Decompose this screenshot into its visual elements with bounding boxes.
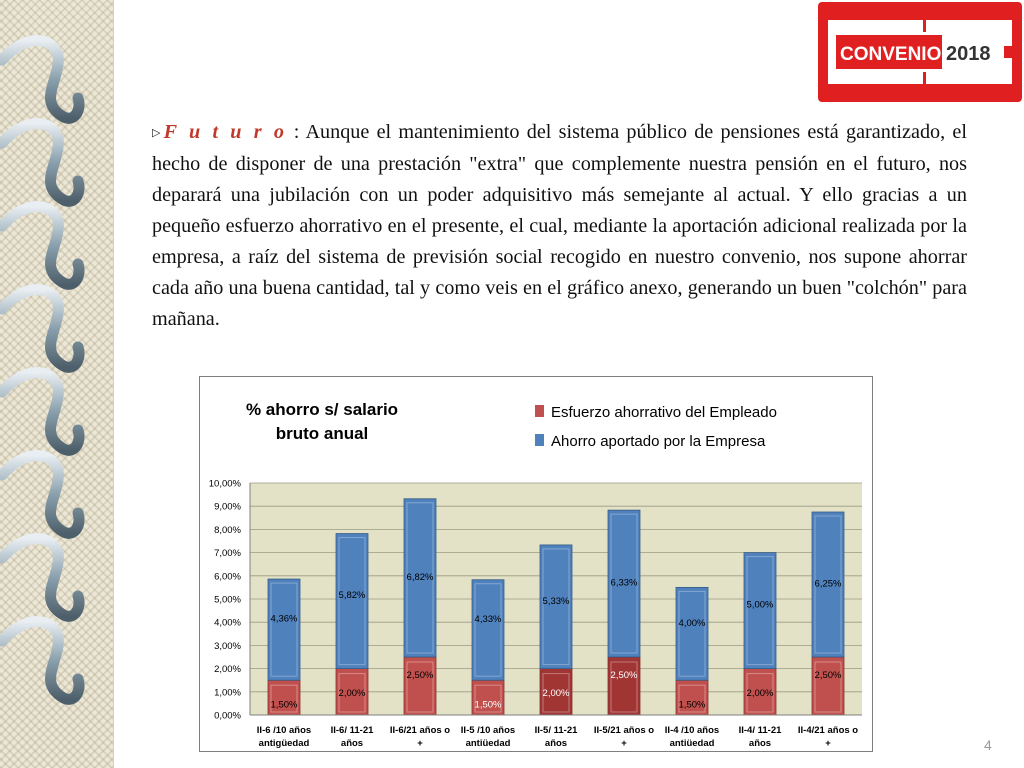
x-tick-label: antiüedad bbox=[465, 738, 511, 749]
lead-word-futuro: F u t u r o bbox=[163, 121, 287, 143]
data-label-employee: 2,00% bbox=[746, 687, 774, 699]
bar-employee bbox=[404, 657, 436, 715]
bar-company bbox=[268, 579, 300, 680]
data-label-company: 6,33% bbox=[610, 577, 638, 589]
chart-title-line-1: % ahorro s/ salario bbox=[245, 400, 399, 419]
x-tick-label: II-5/21 años o bbox=[593, 725, 655, 736]
x-tick-label: II-5/ 11-21 bbox=[534, 725, 578, 736]
x-tick-label: II-4/21 años o bbox=[797, 725, 859, 736]
x-tick-label: II-4/ 11-21 bbox=[738, 725, 782, 736]
x-tick-label: años bbox=[748, 738, 772, 749]
data-label-company: 5,82% bbox=[338, 590, 366, 602]
data-label-company: 4,00% bbox=[678, 617, 706, 629]
bar-company bbox=[676, 587, 708, 680]
data-label-employee: 1,50% bbox=[270, 699, 298, 711]
spiral-coil-4 bbox=[2, 290, 79, 368]
spiral-coil-7 bbox=[2, 539, 79, 617]
legend-label-employee: Esfuerzo ahorrativo del Empleado bbox=[551, 404, 777, 421]
x-tick-label: II-6 /10 años bbox=[256, 725, 312, 736]
x-tick-label: antiüedad bbox=[669, 738, 715, 749]
y-tick-label: 4,00% bbox=[214, 617, 241, 629]
data-label-employee: 2,00% bbox=[338, 687, 366, 699]
x-tick-label: años bbox=[544, 738, 568, 749]
x-tick-label: II-6/ 11-21 bbox=[330, 725, 374, 736]
spiral-coil-5 bbox=[2, 373, 79, 451]
data-label-company: 6,25% bbox=[814, 578, 842, 590]
data-label-employee: 2,50% bbox=[406, 670, 434, 681]
x-tick-label: + bbox=[417, 738, 423, 749]
logo-word: CONVENIO bbox=[840, 44, 942, 65]
bullet-arrow-icon: ▷ bbox=[152, 127, 163, 139]
spiral-binding-icon bbox=[0, 0, 113, 768]
spiral-coil-8 bbox=[2, 622, 79, 700]
x-tick-label: + bbox=[825, 738, 831, 749]
data-label-employee: 1,50% bbox=[474, 699, 502, 711]
spiral-coil-2 bbox=[2, 124, 79, 202]
savings-chart bbox=[199, 376, 873, 752]
data-label-company: 4,33% bbox=[474, 613, 502, 625]
y-tick-label: 0,00% bbox=[214, 710, 241, 722]
legend-swatch-company bbox=[535, 434, 544, 446]
x-tick-label: II-5 /10 años bbox=[460, 725, 516, 736]
y-tick-label: 10,00% bbox=[208, 478, 241, 490]
bar-company bbox=[472, 580, 504, 680]
lead-separator: : bbox=[286, 121, 306, 143]
legend-label-company: Ahorro aportado por la Empresa bbox=[551, 433, 766, 450]
data-label-company: 5,33% bbox=[542, 595, 570, 607]
spiral-coil-6 bbox=[2, 456, 79, 534]
y-tick-label: 5,00% bbox=[214, 594, 241, 606]
y-tick-label: 7,00% bbox=[214, 548, 241, 560]
data-label-employee: 2,50% bbox=[610, 670, 638, 681]
data-label-company: 4,36% bbox=[270, 613, 298, 625]
y-tick-label: 2,00% bbox=[214, 664, 241, 676]
legend-swatch-employee bbox=[535, 405, 544, 417]
page-number: 4 bbox=[984, 737, 992, 753]
paragraph-body: Aunque el mantenimiento del sistema público de pensiones está garantizado, el hecho de disponer de una prestación "extra" que complemente nuestra pensión en el futuro, nos deparará una jubilación con un poder adquisitivo más semejante al actual. Y ello gracias a un pequeño esfuerzo ahorrativo en el presente, el cual, mediante la aportación adicional realizada por la empresa, a raíz del sistema de previsión social recogido en nuestro convenio, nos supone ahorrar cada año una buena cantidad, tal y como veis en el gráfico anexo, generando un buen "colchón" para mañana. bbox=[152, 121, 967, 330]
logo-year: 2018 bbox=[946, 43, 991, 65]
y-tick-label: 8,00% bbox=[214, 524, 241, 536]
bar-employee bbox=[812, 657, 844, 715]
x-tick-label: antigüedad bbox=[258, 738, 310, 749]
y-tick-label: 9,00% bbox=[214, 501, 241, 513]
y-tick-label: 3,00% bbox=[214, 640, 241, 652]
decorative-margin-strip bbox=[0, 0, 114, 768]
bar-employee bbox=[608, 657, 640, 715]
x-tick-label: II-4 /10 años bbox=[664, 725, 720, 736]
x-tick-label: + bbox=[621, 738, 627, 749]
y-tick-label: 6,00% bbox=[214, 571, 241, 583]
data-label-employee: 2,00% bbox=[542, 687, 570, 699]
chart-canvas bbox=[200, 377, 874, 753]
x-tick-label: II-6/21 años o bbox=[389, 725, 451, 736]
x-tick-label: años bbox=[340, 738, 364, 749]
convenio-logo bbox=[818, 2, 1022, 102]
future-paragraph bbox=[152, 117, 967, 335]
data-label-company: 5,00% bbox=[746, 599, 774, 611]
chart-title-line-2: bruto anual bbox=[275, 424, 369, 443]
data-label-employee: 2,50% bbox=[814, 670, 842, 681]
data-label-company: 6,82% bbox=[406, 571, 434, 583]
spiral-coil-3 bbox=[2, 207, 79, 285]
data-label-employee: 1,50% bbox=[678, 699, 706, 711]
y-tick-label: 1,00% bbox=[214, 687, 241, 699]
spiral-coil-1 bbox=[2, 41, 79, 119]
